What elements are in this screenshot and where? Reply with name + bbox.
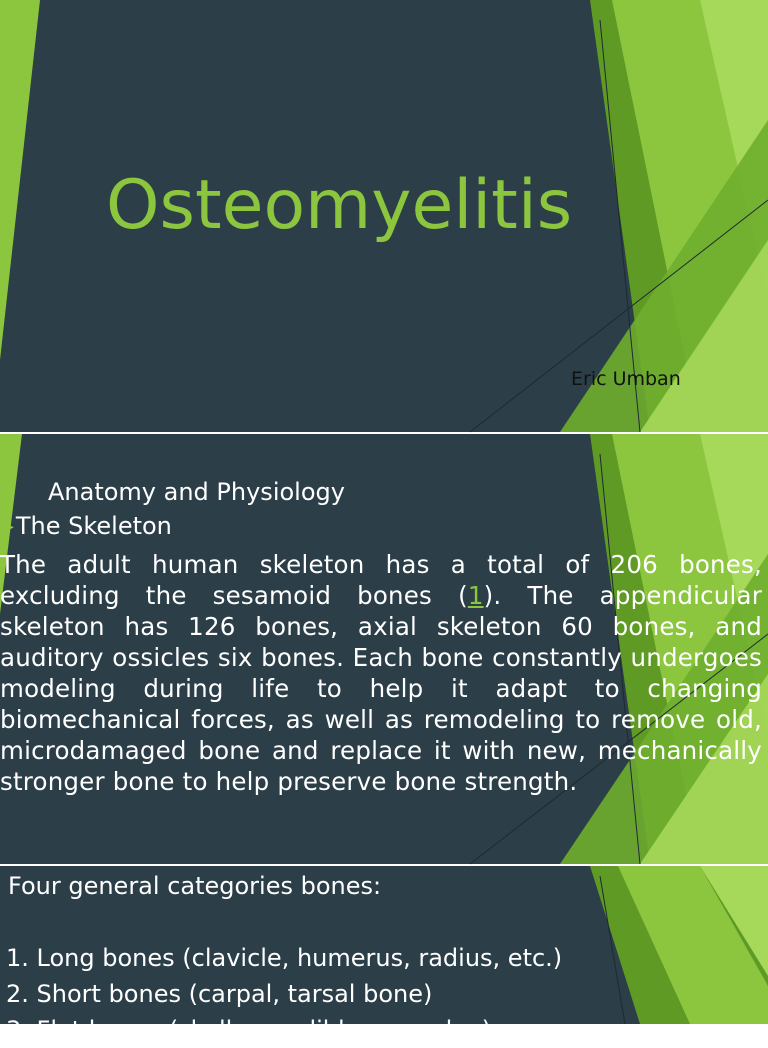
paragraph-text-start: The adult human skeleton has a total of 206 bones, excluding the sesamoid bones (: [0, 550, 762, 610]
categories-list: [6, 940, 562, 1048]
list-item: 3. Flat bones (skull, mandible, scapulae): [6, 1016, 492, 1044]
categories-slide: [0, 866, 768, 1044]
bullet-item: [0, 512, 172, 540]
list-item: 1. Long bones (clavicle, humerus, radius, etc.): [6, 944, 563, 972]
author-name: Eric Umban: [571, 368, 681, 390]
body-paragraph: [0, 549, 762, 797]
anatomy-slide: [0, 434, 768, 864]
triangle-right-icon: ▶: [0, 516, 14, 537]
list-item: 2. Short bones (carpal, tarsal bone): [6, 980, 433, 1008]
bullet-label: The Skeleton: [15, 512, 172, 540]
slide-title: Osteomyelitis: [106, 166, 573, 245]
reference-link[interactable]: 1: [467, 581, 484, 610]
section-heading: Anatomy and Physiology: [48, 478, 345, 506]
paragraph-text-end: ). The appendicular skeleton has 126 bones, axial skeleton 60 bones, and auditory ossicles six bones. Each bone constantly undergoes modeling during life to help it adapt to changing biomechanical forces, as well as remodeling to remove old, microdamaged bone and replace it with new, mechanically stronger bone to help preserve bone strength.: [0, 581, 762, 796]
categories-heading: Four general categories bones:: [8, 872, 382, 900]
title-slide: [0, 0, 768, 432]
